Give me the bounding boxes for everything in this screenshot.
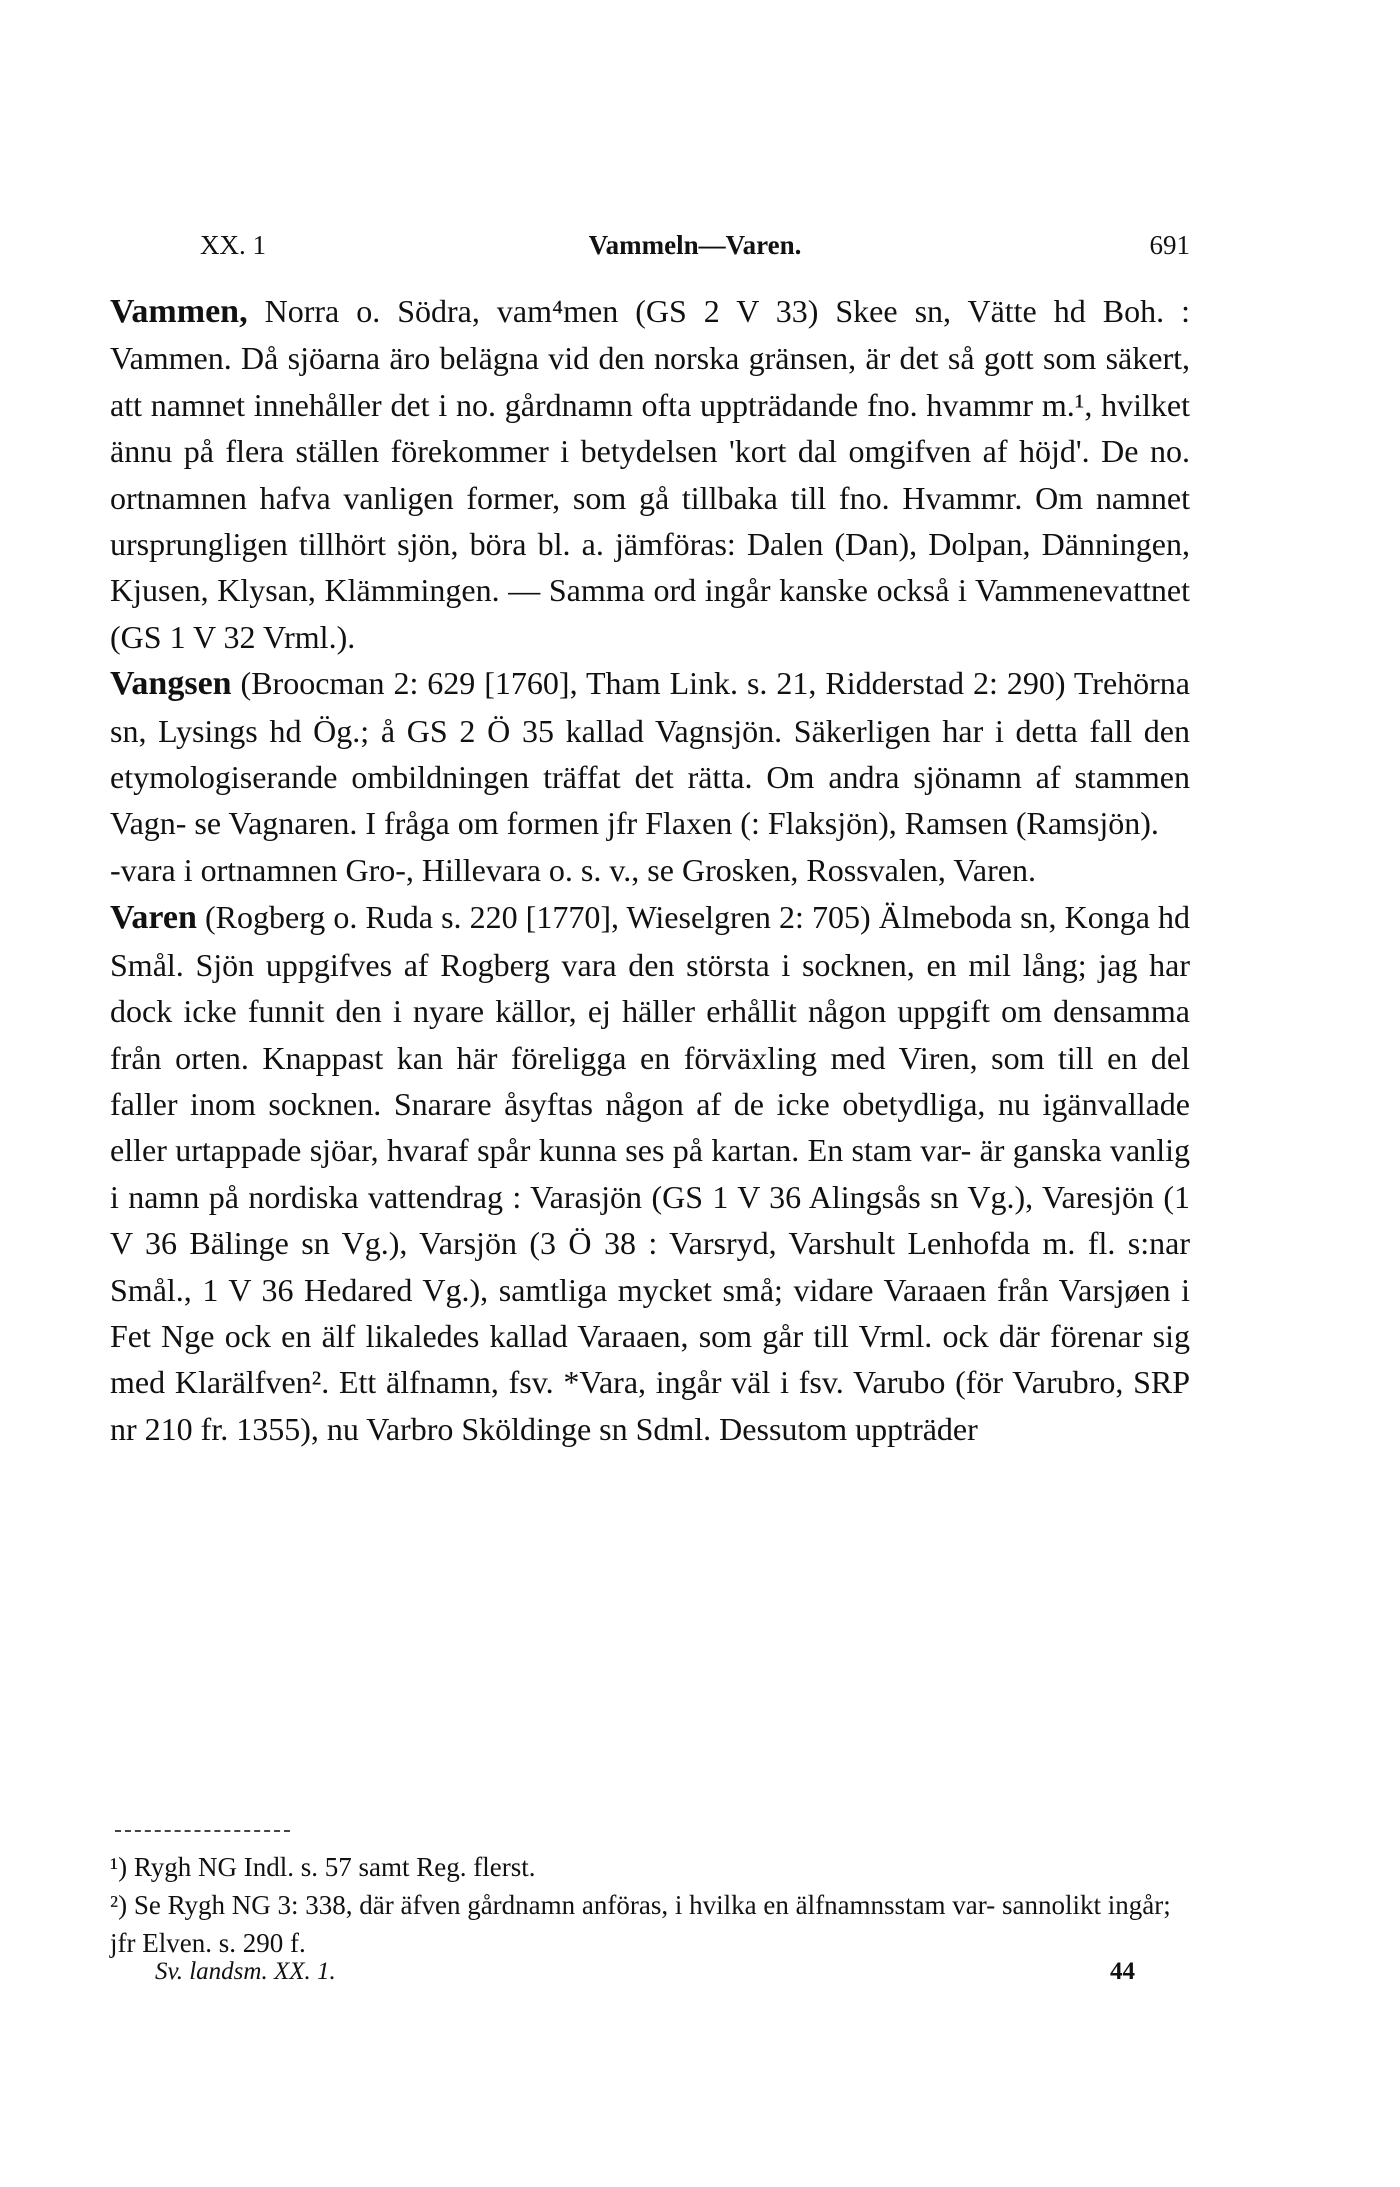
entry-vangsen bbox=[110, 660, 1190, 847]
headword: Vammen, bbox=[110, 293, 248, 330]
header-volume: XX. 1 bbox=[200, 230, 266, 260]
footnote-1: ¹) Rygh NG Indl. s. 57 samt Reg. flerst. bbox=[110, 1852, 536, 1882]
entry-text: (Broocman 2: 629 [1760], Tham Link. s. 21, Ridderstad 2: 290) Trehörna sn, Lysings hd Ög.; å GS 2 Ö 35 kallad Vagnsjön. Säkerligen har i detta fall den etymologiserande ombildningen träffat det rätta. Om andra sjönamn af stammen Vagn- se Vagnaren. I fråga om formen jfr Flaxen (: Flaksjön), Ramsen (Ramsjön). bbox=[110, 665, 1190, 842]
page-number: 691 bbox=[1149, 230, 1190, 260]
footer-signature: Sv. landsm. XX. 1. bbox=[155, 1958, 336, 1985]
main-text bbox=[110, 288, 1190, 1452]
entry-varen bbox=[110, 894, 1190, 1452]
entry-vammen bbox=[110, 288, 1190, 660]
entry-text: (Rogberg o. Ruda s. 220 [1770], Wieselgren 2: 705) Älmeboda sn, Konga hd Smål. Sjön uppgifves af Rogberg vara den största i socknen, en mil lång; jag har dock icke funnit den i nyare källor, ej häller erhållit någon uppgift om densamma från orten. Knappast kan här föreligga en förväxling med Viren, som till en del faller inom socknen. Snarare åsyftas någon af de icke obetydliga, nu igänvallade eller urtappade sjöar, hvaraf spår kunna ses på kartan. En stam var- är ganska vanlig i namn på nordiska vattendrag : Varasjön (GS 1 V 36 Alingsås sn Vg.), Varesjön (1 V 36 Bälinge sn Vg.), Varsjön (3 Ö 38 : Varsryd, Varshult Lenhofda m. fl. s:nar Smål., 1 V 36 Hedared Vg.), samtliga mycket små; vidare Varaaen från Varsjøen i Fet Nge ock en älf likaledes kallad Varaaen, som går till Vrml. ock där förenar sig med Klarälfven². Ett älfnamn, fsv. *Vara, ingår väl i fsv. Varubo (för Varubro, SRP nr 210 fr. 1355), nu Varbro Sköldinge sn Sdml. Dessutom uppträder bbox=[110, 899, 1190, 1447]
footnote-divider bbox=[115, 1830, 290, 1832]
entry-text: -vara i ortnamnen Gro-, Hillevara o. s. v., se Grosken, Rossvalen, Varen. bbox=[110, 851, 1036, 888]
headword: Vangsen bbox=[110, 665, 232, 703]
headword: Varen bbox=[110, 899, 197, 937]
entry-text: Norra o. Södra, vam⁴men (GS 2 V 33) Skee sn, Vätte hd Boh. : Vammen. Då sjöarna äro belägna vid den norska gränsen, är det så gott som säkert, att namnet innehåller det i no. gårdnamn ofta uppträdande fno. hvammr m.¹, hvilket ännu på flera ställen förekommer i betydelsen 'kort dal omgifven af höjd'. De no. ortnamnen hafva vanligen former, som gå tillbaka till fno. Hvammr. Om namnet ursprungligen tillhört sjön, böra bl. a. jämföras: Dalen (Dan), Dolpan, Dänningen, Kjusen, Klysan, Klämmingen. — Samma ord ingår kanske också i Vammenevattnet (GS 1 V 32 Vrml.). bbox=[110, 293, 1190, 655]
sheet-number: 44 bbox=[1110, 1958, 1135, 1985]
running-header bbox=[200, 230, 1190, 270]
header-title: Vammeln—Varen. bbox=[588, 230, 802, 260]
footnote-2: ²) Se Rygh NG 3: 338, där äfven gårdnamn anföras, i hvilka en älfnamnsstam var- sannolikt ingår; jfr Elven. s. 290 f. bbox=[110, 1890, 1171, 1958]
page-footer bbox=[155, 1958, 1135, 1994]
entry-vara bbox=[110, 847, 1190, 894]
footnotes bbox=[110, 1848, 1190, 1962]
